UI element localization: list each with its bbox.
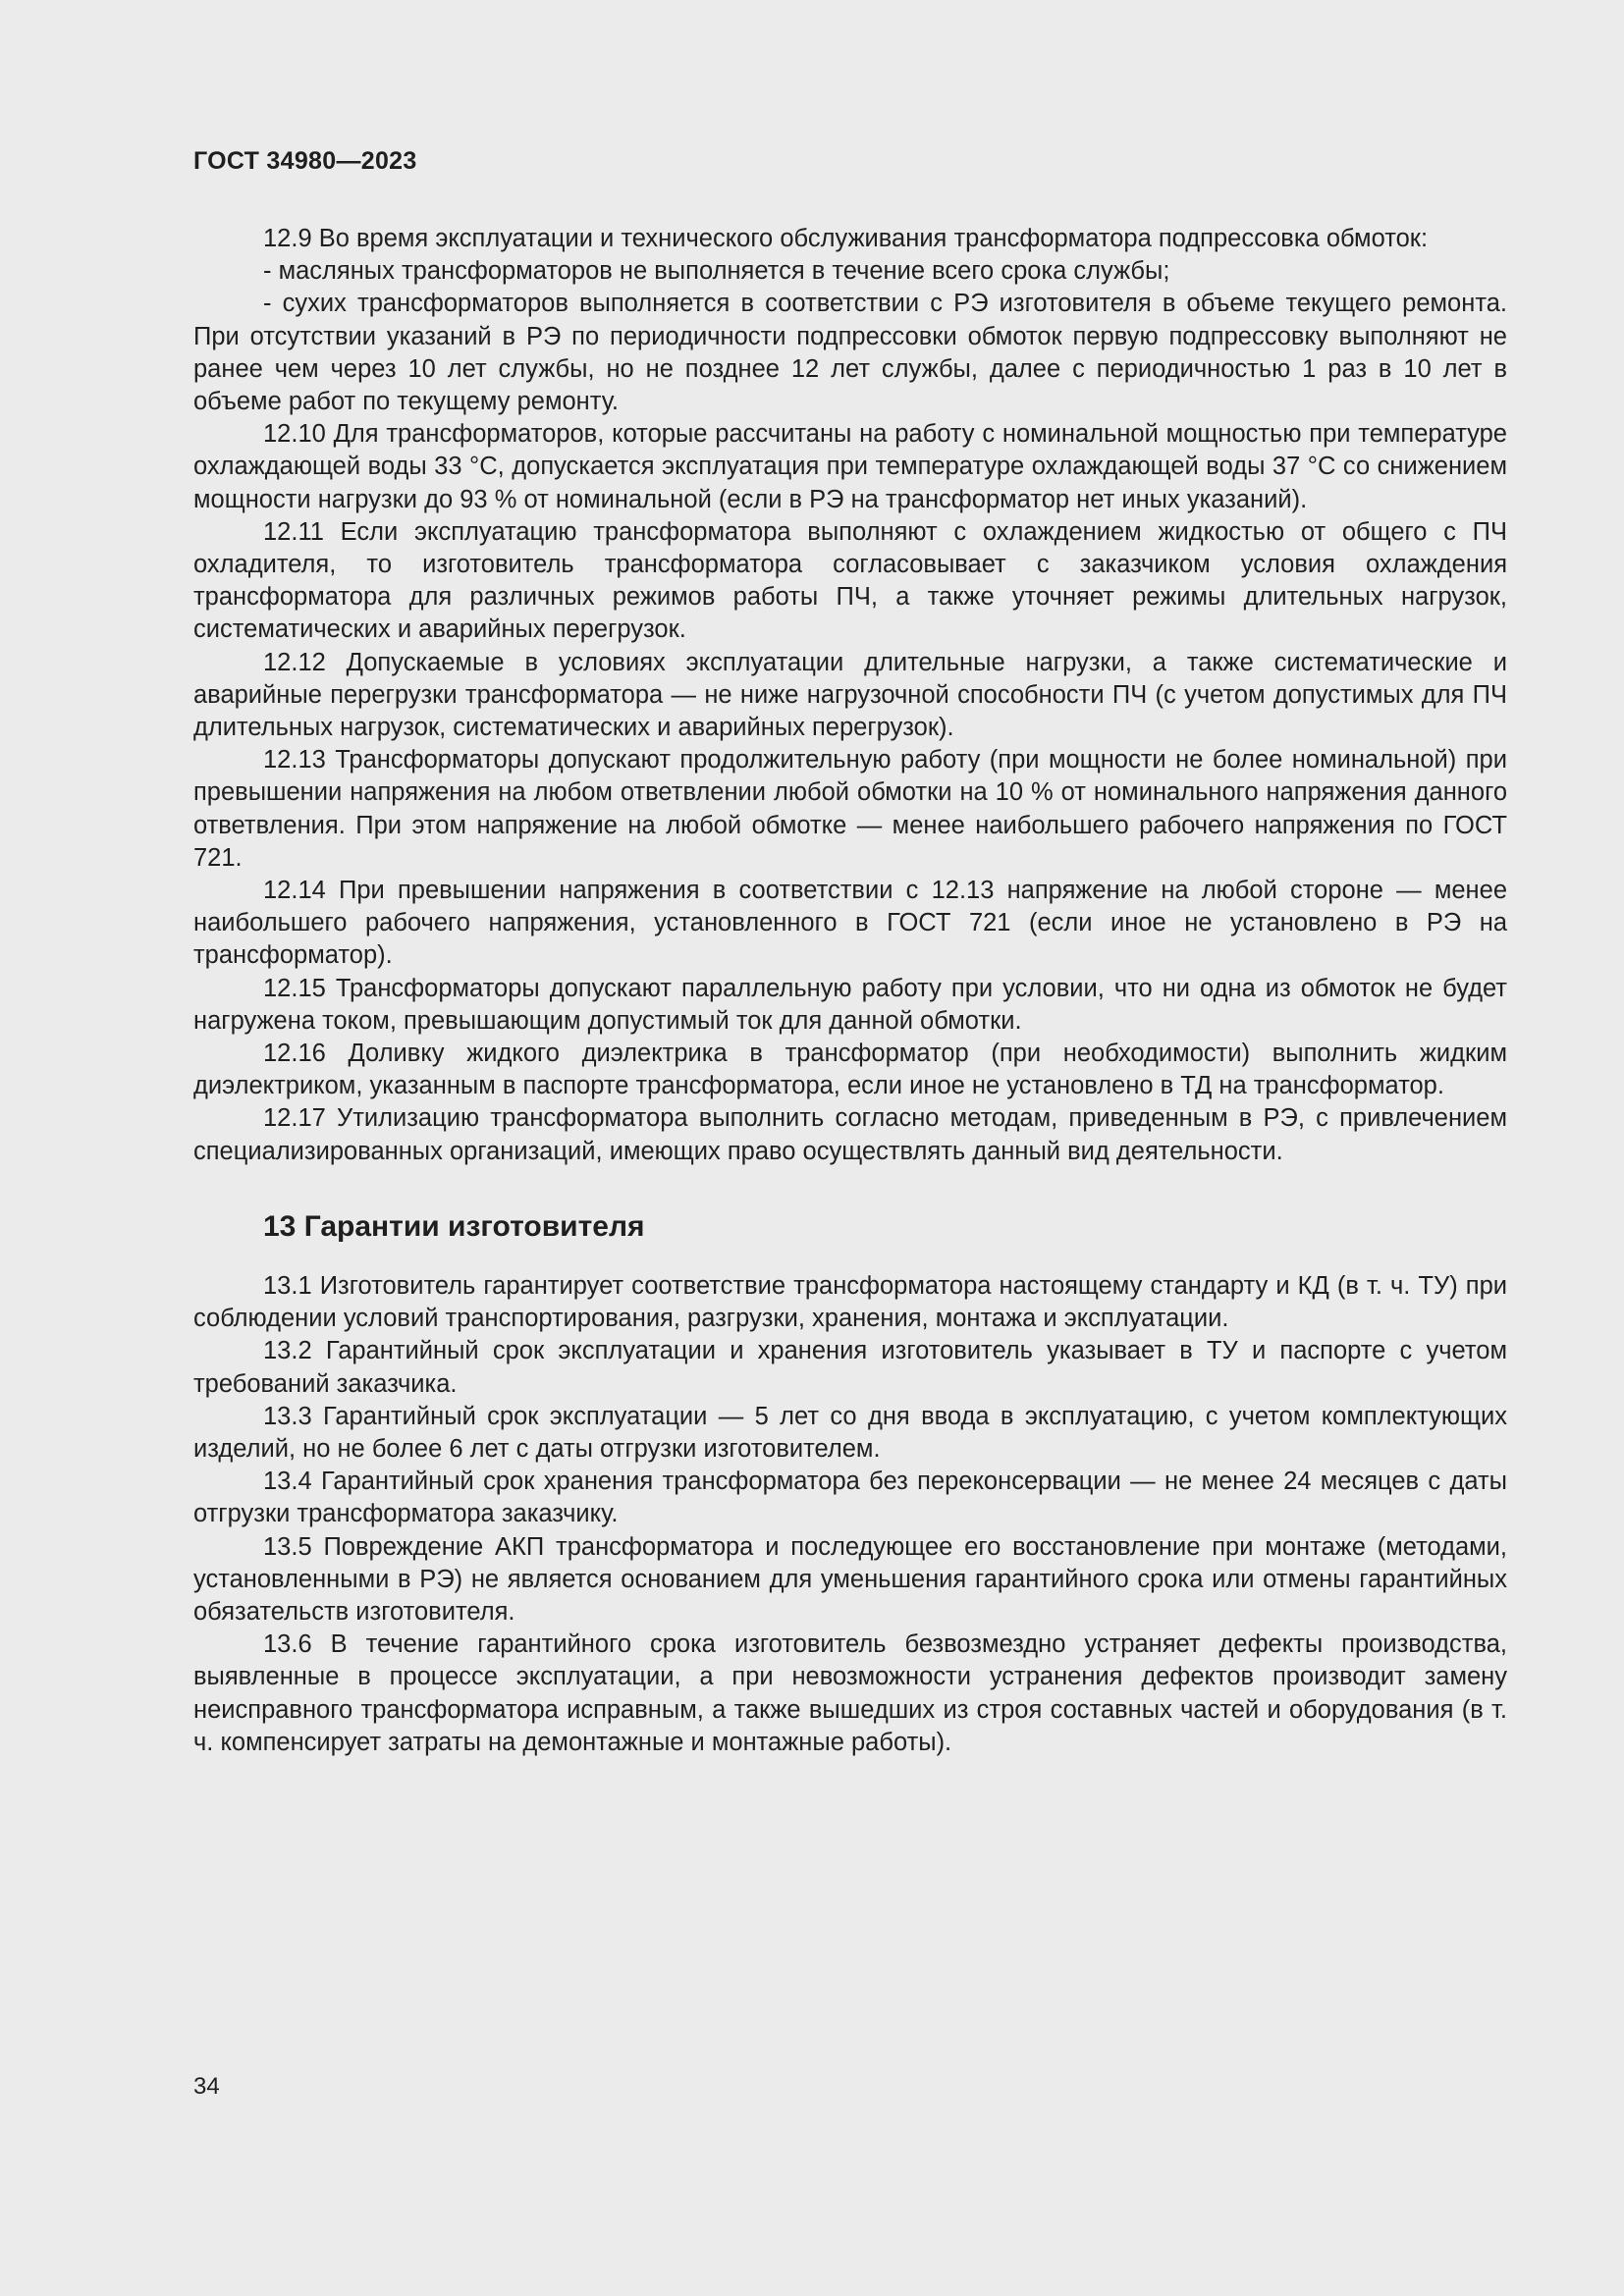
paragraph-13-6: 13.6 В течение гарантийного срока изготовитель безвозмездно устраняет дефекты производства, выявленные в процессе эксплуатации, а при невозможности устранения дефектов производит замену неисправного трансформатора исправным, а также вышедших из строя составных частей и оборудования (в т. ч. компенсирует затраты на демонтажные и монтажные работы).: [193, 1630, 1507, 1756]
paragraph-13-1: 13.1 Изготовитель гарантирует соответствие трансформатора настоящему стандарту и КД (в т. ч. ТУ) при соблюдении условий транспортирования, разгрузки, хранения, монтажа и эксплуатации.: [193, 1271, 1507, 1333]
paragraph-13-3: 13.3 Гарантийный срок эксплуатации — 5 лет со дня ввода в эксплуатацию, с учетом комплектующих изделий, но не более 6 лет с даты отгрузки изготовителем.: [193, 1402, 1507, 1463]
paragraph-13-4: 13.4 Гарантийный срок хранения трансформатора без переконсервации — не менее 24 месяцев с даты отгрузки трансформатора заказчику.: [193, 1468, 1507, 1528]
list-item-oil-transformers: - масляных трансформаторов не выполняется в течение всего срока службы;: [263, 257, 1170, 286]
paragraph-12-10: 12.10 Для трансформаторов, которые рассчитаны на работу с номинальной мощностью при температуре охлаждающей воды 33 °С, допускается эксплуатация при температуре охлаждающей воды 37 °С со снижением мощности нагрузки до 93 % от номинальной (если в РЭ на трансформатор нет иных указаний).: [193, 420, 1507, 513]
list-item-dry-transformers: - сухих трансформаторов выполняется в соответствии с РЭ изготовителя в объеме текущего ремонта. При отсутствии указаний в РЭ по периодичности подпрессовки обмоток первую подпрессовку выполняют не ранее чем через 10 лет службы, но не позднее 12 лет службы, далее с периодичностью 1 раз в 10 лет в объеме работ по текущему ремонту.: [193, 290, 1507, 416]
paragraph-12-13: 12.13 Трансформаторы допускают продолжительную работу (при мощности не более номинальной) при превышении напряжения на любом ответвлении любой обмотки на 10 % от номинального напряжения данного ответвления. При этом напряжение на любой обмотке — менее наибольшего рабочего напряжения по ГОСТ 721.: [193, 746, 1507, 872]
paragraph-13-5: 13.5 Повреждение АКП трансформатора и последующее его восстановление при монтаже (методами, установленными в РЭ) не является основанием для уменьшения гарантийного срока или отмены гарантийных обязательств изготовителя.: [193, 1532, 1507, 1626]
paragraph-12-14: 12.14 При превышении напряжения в соответствии с 12.13 напряжение на любой стороне — менее наибольшего рабочего напряжения, установленного в ГОСТ 721 (если иное не установлено в РЭ на трансформатор).: [193, 877, 1507, 970]
document-header: ГОСТ 34980—2023: [193, 147, 417, 175]
page-number: 34: [193, 2073, 220, 2100]
paragraph-12-15: 12.15 Трансформаторы допускают параллельную работу при условии, что ни одна из обмоток не будет нагружена током, превышающим допустимый ток для данной обмотки.: [193, 974, 1507, 1035]
paragraph-12-12: 12.12 Допускаемые в условиях эксплуатации длительные нагрузки, а также систематические и аварийные перегрузки трансформатора — не ниже нагрузочной способности ПЧ (с учетом допустимых для ПЧ длительных нагрузок, систематических и аварийных перегрузок).: [193, 648, 1507, 742]
section-13-heading: 13 Гарантии изготовителя: [263, 1209, 645, 1243]
page-content: [193, 223, 1507, 1759]
paragraph-12-11: 12.11 Если эксплуатацию трансформатора выполняют с охлаждением жидкостью от общего с ПЧ охладителя, то изготовитель трансформатора согласовывает с заказчиком условия охлаждения трансформатора для различных режимов работы ПЧ, а также уточняет режимы длительных нагрузок, систематических и аварийных перегрузок.: [193, 517, 1507, 644]
paragraph-12-9: 12.9 Во время эксплуатации и технического обслуживания трансформатора подпрессовка обмоток:: [263, 225, 1429, 252]
paragraph-12-16: 12.16 Доливку жидкого диэлектрика в трансформатор (при необходимости) выполнить жидким диэлектриком, указанным в паспорте трансформатора, если иное не установлено в ТД на трансформатор.: [193, 1040, 1507, 1100]
paragraph-13-2: 13.2 Гарантийный срок эксплуатации и хранения изготовитель указывает в ТУ и паспорте с учетом требований заказчика.: [193, 1337, 1507, 1398]
paragraph-12-17: 12.17 Утилизацию трансформатора выполнить согласно методам, приведенным в РЭ, с привлечением специализированных организаций, имеющих право осуществлять данный вид деятельности.: [193, 1104, 1507, 1165]
